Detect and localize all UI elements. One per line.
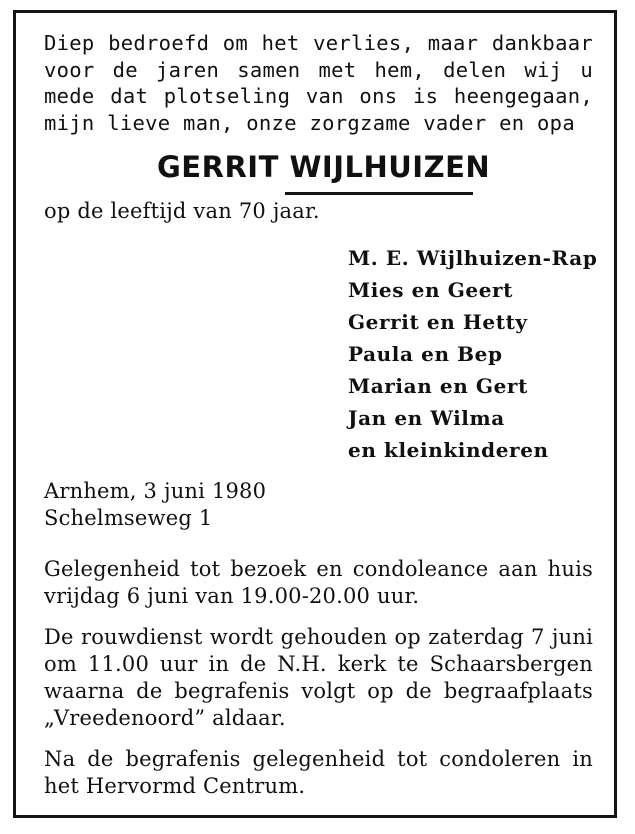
address: Schelmseweg 1 xyxy=(44,506,213,530)
family-member: Mies en Geert xyxy=(348,278,514,302)
family-member: M. E. Wijlhuizen-Rap xyxy=(348,246,598,270)
intro-text: Diep bedroefd om het verlies, maar dankbaar voor de jaren samen met hem, delen wij u mede dat plotseling van ons is heengegaan, mijn lieve man, onze zorgzame vader en opa xyxy=(44,31,593,135)
family-member: en kleinkinderen xyxy=(348,438,549,462)
after-text: Na de begrafenis gelegenheid tot condoleren in het Hervormd Centrum. xyxy=(44,747,593,798)
deceased-name: GERRIT WIJLHUIZEN xyxy=(157,150,491,184)
service-text: De rouwdienst wordt gehouden op zaterdag 7 juni om 11.00 uur in de N.H. kerk te Schaarsbergen waarna de begrafenis volgt op de begraafplaats „Vreedenoord” aldaar. xyxy=(44,625,593,730)
age-line: op de leeftijd van 70 jaar. xyxy=(44,199,320,223)
family-list xyxy=(348,242,597,466)
family-member: Marian en Gert xyxy=(348,374,528,398)
place-and-address xyxy=(44,478,593,532)
name-underline xyxy=(285,192,473,195)
family-member: Gerrit en Hetty xyxy=(348,310,528,334)
family-member: Paula en Bep xyxy=(348,342,503,366)
family-member: Jan en Wilma xyxy=(348,406,505,430)
visit-text: Gelegenheid tot bezoek en condoleance aan huis vrijdag 6 juni van 19.00-20.00 uur. xyxy=(44,557,593,608)
place-date: Arnhem, 3 juni 1980 xyxy=(44,479,267,503)
